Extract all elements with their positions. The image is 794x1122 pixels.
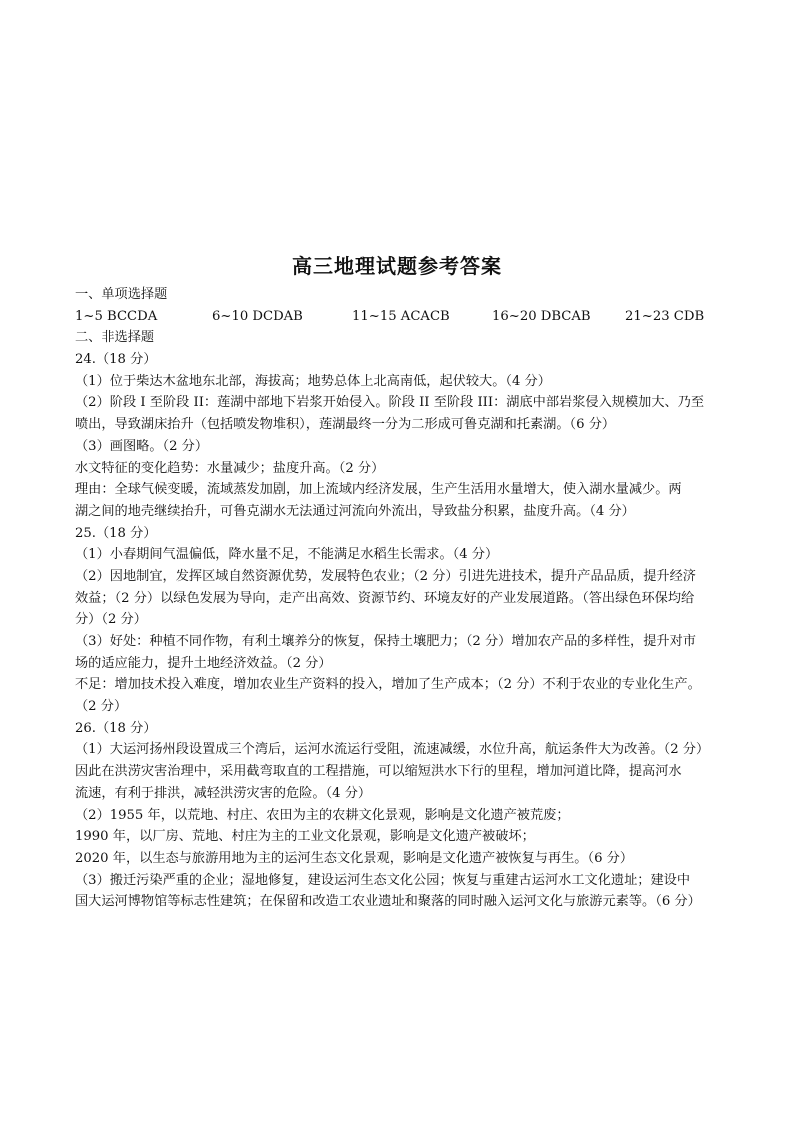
question-number: 25.（18 分） <box>75 525 157 541</box>
section-heading-single-choice: 一、单项选择题 <box>75 287 168 302</box>
answer-line: （2）1955 年，以荒地、村庄、农田为主的农耕文化景观，影响是文化遗产被荒废； <box>75 807 570 823</box>
answer-line: （1）小春期间气温偏低，降水量不足，不能满足水稻生长需求。（4 分） <box>75 547 499 563</box>
choice-group: 1~5 BCCDA <box>75 308 158 324</box>
answer-line: 场的适应能力，提升土地经济效益。（2 分） <box>75 655 332 671</box>
answer-line: 理由：全球气候变暖，流域蒸发加剧，加上流域内经济发展，生产生活用水量增大，使入湖水量减少。两 <box>75 482 682 498</box>
answer-line: 国大运河博物馆等标志性建筑；在保留和改造工农业遗址和聚落的同时融入运河文化与旅游元素等。（6 分） <box>75 894 701 910</box>
question-number: 26.（18 分） <box>75 720 157 736</box>
answer-line: 效益；（2 分）以绿色发展为导向，走产出高效、资源节约、环境友好的产业发展道路。（答出绿色环保均给 <box>75 590 695 606</box>
section-heading-non-choice: 二、非选择题 <box>75 330 155 346</box>
choice-group: 21~23 CDB <box>625 308 705 324</box>
answer-line: 1990 年，以厂房、荒地、村庄为主的工业文化景观，影响是文化遗产被破坏； <box>75 829 535 845</box>
answer-line: 湖之间的地壳继续抬升，可鲁克湖水无法通过河流向外流出，导致盐分积累，盐度升高。（4 分） <box>75 503 635 519</box>
answer-line: （2）因地制宜，发挥区域自然资源优势，发展特色农业；（2 分）引进先进技术，提升产品品质，提升经济 <box>75 568 696 584</box>
choice-group: 6~10 DCDAB <box>212 308 303 324</box>
answer-line: 因此在洪涝灾害治理中，采用截弯取直的工程措施，可以缩短洪水下行的里程，增加河道比降，提高河水 <box>75 764 682 780</box>
answer-line: 水文特征的变化趋势：水量减少；盐度升高。（2 分） <box>75 460 385 476</box>
answer-line: 2020 年，以生态与旅游用地为主的运河生态文化景观，影响是文化遗产被恢复与再生。（6 分） <box>75 850 634 866</box>
answer-line: （2 分） <box>75 699 128 715</box>
answer-body <box>75 284 723 913</box>
page-title: 高三地理试题参考答案 <box>292 254 502 278</box>
answer-line: （3）画图略。（2 分） <box>75 438 209 454</box>
answer-line: （3）搬迁污染严重的企业；湿地修复，建设运河生态文化公园；恢复与重建古运河水工文化遗址；建设中 <box>75 872 691 888</box>
answer-line: 流速，有利于排洪，减轻洪涝灾害的危险。（4 分） <box>75 785 372 801</box>
answer-line: 不足：增加技术投入难度，增加农业生产资料的投入，增加了生产成本；（2 分）不利于农业的专业化生产。 <box>75 677 701 693</box>
answer-line: （2）阶段 I 至阶段 II：莲湖中部地下岩浆开始侵入。阶段 II 至阶段 III：湖底中部岩浆侵入规模加大、乃至 <box>75 395 705 411</box>
choice-group: 16~20 DBCAB <box>492 308 591 324</box>
choice-group: 11~15 ACACB <box>352 308 450 324</box>
question-number: 24.（18 分） <box>75 352 157 368</box>
choice-answers-row <box>75 306 723 328</box>
answer-line: （1）大运河扬州段设置成三个湾后，运河水流运行受阻，流速减缓，水位升高，航运条件大为改善。（2 分） <box>75 742 710 758</box>
answer-line: （1）位于柴达木盆地东北部，海拔高；地势总体上北高南低，起伏较大。（4 分） <box>75 373 551 389</box>
answer-line: （3）好处：种植不同作物，有利土壤养分的恢复，保持土壤肥力；（2 分）增加农产品的多样性，提升对市 <box>75 634 696 649</box>
answer-line: 分）（2 分） <box>75 612 147 628</box>
answer-line: 喷出，导致湖床抬升（包括喷发物堆积），莲湖最终一分为二形成可鲁克湖和托素湖。（6 分） <box>75 417 616 433</box>
